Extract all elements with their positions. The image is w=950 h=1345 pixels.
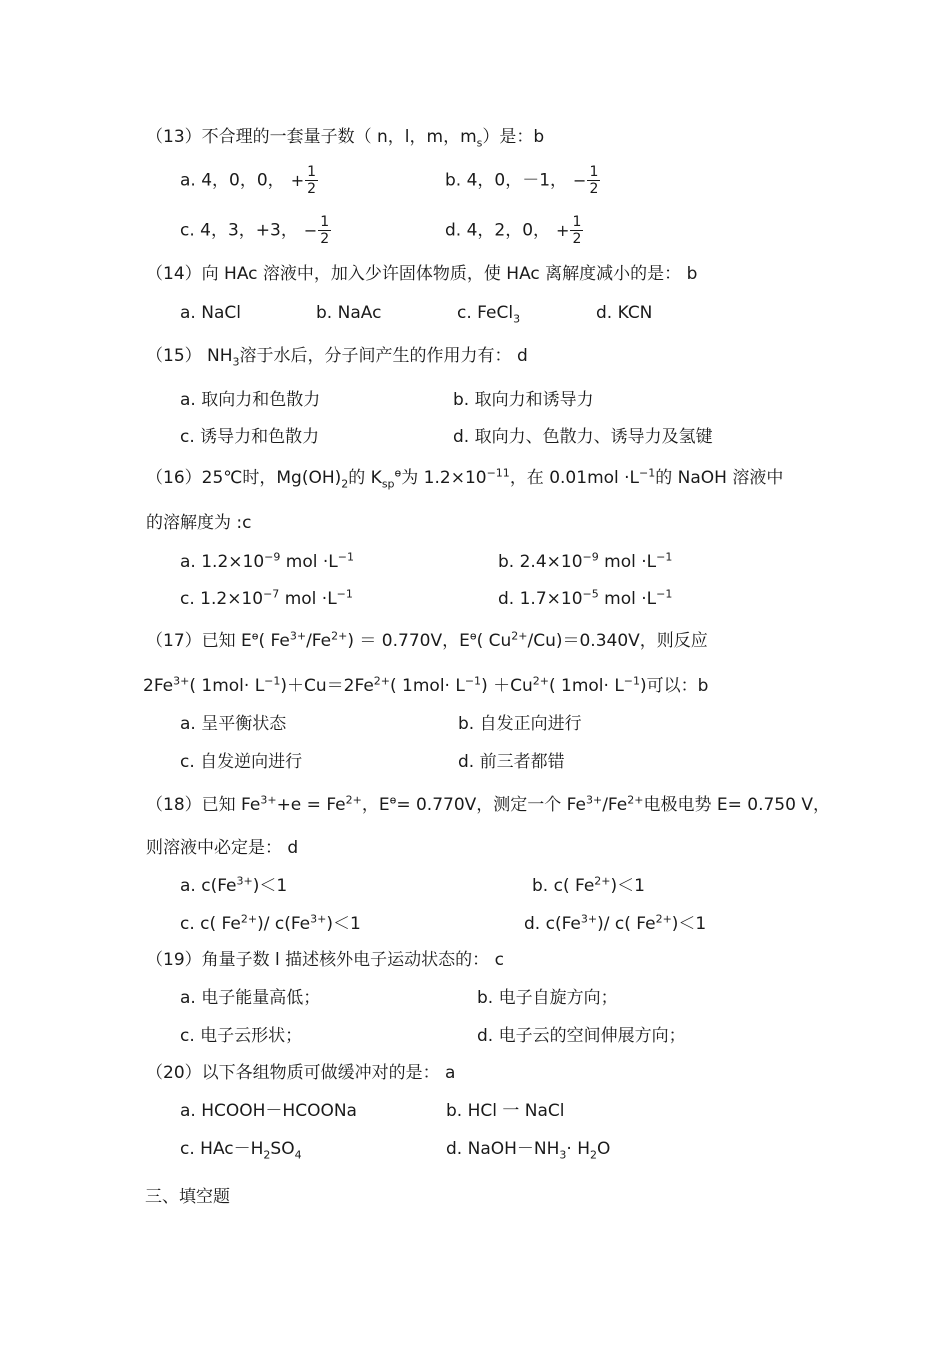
- q17-option-b: b. 自发正向进行: [458, 714, 582, 734]
- q20-option-d: d. $NaOH-NH_3\cdot H_2O$: [446, 1139, 611, 1162]
- q18-option-c: c. c( $Fe^{2+})/$ $c(Fe^{3+})<1$: [180, 912, 361, 934]
- q16-option-a: a. $1.2\times 10^{-9}$ mol $\cdot L^{-1}$: [180, 550, 354, 572]
- q17-option-a: a. 呈平衡状态: [180, 714, 287, 734]
- q13-option-d: d. 4，2，0， + $\frac{1}{2}$: [445, 214, 582, 247]
- q15-stem: （15） $NH_3$溶于水后，分子间产生的作用力有： d: [146, 346, 528, 369]
- q19-stem: （19）角量子数 l 描述核外电子运动状态的： c: [146, 950, 504, 970]
- q20-option-c: c. $HAc-H_2SO_4$: [180, 1139, 302, 1162]
- q14-option-a: a. NaCl: [180, 303, 241, 323]
- q17-option-d: d. 前三者都错: [458, 752, 565, 772]
- q13-option-c: c. 4，3，+3， − $\frac{1}{2}$: [180, 214, 330, 247]
- q15-option-a: a. 取向力和色散力: [180, 390, 321, 410]
- q18-option-d: d. $c(Fe^{3+})/$ c( $Fe^{2+})<1$: [524, 912, 707, 934]
- q20-stem: （20）以下各组物质可做缓冲对的是： a: [146, 1063, 456, 1083]
- q17-stem: （17）已知 $E^ө$( $Fe^{3+}/Fe^{2+}) = 0.770V$，$E^ө$( $Cu^{2+}/Cu)=0.340V$，则反应: [146, 629, 708, 651]
- q16-option-c: c. $1.2\times 10^{-7}$ mol $\cdot L^{-1}$: [180, 587, 353, 609]
- q13-option-a: a. 4，0，0， + $\frac{1}{2}$: [180, 164, 317, 197]
- q17-reaction: $2Fe^{3+}$( $1mol\cdot L^{-1})+Cu=2Fe^{2+}$( $1mol\cdot L^{-1}) +Cu^{2+}$( $1mol\cdot L^{-1}$)可以：b: [143, 674, 709, 696]
- q14-option-c: c. FeCl$_3$: [457, 303, 521, 326]
- q19-option-d: d. 电子云的空间伸展方向；: [477, 1026, 686, 1046]
- q13-stem: （13）不合理的一套量子数（ n，l，m，$m_s$）是：b: [146, 127, 545, 150]
- q20-option-a: a. HCOOH－HCOONa: [180, 1101, 357, 1121]
- q18-stem-line2: 则溶液中必定是： d: [146, 838, 299, 858]
- q20-option-b: b. HCl 一 NaCl: [446, 1101, 565, 1121]
- q16-stem: （16）25℃时，$Mg(OH)_2$的 $K_{sp}^ө$为 $1.2\times 10^{-11}$，在 $0.01mol \cdot L^{-1}$的 NaOH 溶液中: [146, 466, 784, 491]
- q18-option-a: a. $c(Fe^{3+})<1$: [180, 874, 288, 896]
- q18-option-b: b. c( $Fe^{2+})<1$: [532, 874, 645, 896]
- q14-option-b: b. NaAc: [316, 303, 382, 323]
- q14-option-d: d. KCN: [596, 303, 653, 323]
- q16-stem-line2: 的溶解度为 :c: [146, 513, 252, 533]
- q15-option-b: b. 取向力和诱导力: [453, 390, 594, 410]
- q16-option-b: b. $2.4\times 10^{-9}$ mol $\cdot L^{-1}$: [498, 550, 673, 572]
- q19-option-c: c. 电子云形状；: [180, 1026, 303, 1046]
- section-heading: 三、填空题: [145, 1187, 230, 1207]
- q14-stem: （14）向 HAc 溶液中，加入少许固体物质，使 HAc 离解度减小的是： b: [146, 264, 698, 284]
- q17-option-c: c. 自发逆向进行: [180, 752, 303, 772]
- q16-option-d: d. $1.7\times 10^{-5}$ mol $\cdot L^{-1}$: [498, 587, 673, 609]
- q15-option-c: c. 诱导力和色散力: [180, 427, 320, 447]
- q18-stem: （18）已知 $Fe^{3+}+e = Fe^{2+}$，$E^ө= 0.770V$，测定一个 $Fe^{3+}/Fe^{2+}$电极电势 E= 0.750 V，: [146, 793, 830, 815]
- q19-option-a: a. 电子能量高低；: [180, 988, 321, 1008]
- q19-option-b: b. 电子自旋方向；: [477, 988, 618, 1008]
- q15-option-d: d. 取向力、色散力、诱导力及氢键: [453, 427, 713, 447]
- q13-option-b: b. 4，0，－1， − $\frac{1}{2}$: [445, 164, 599, 197]
